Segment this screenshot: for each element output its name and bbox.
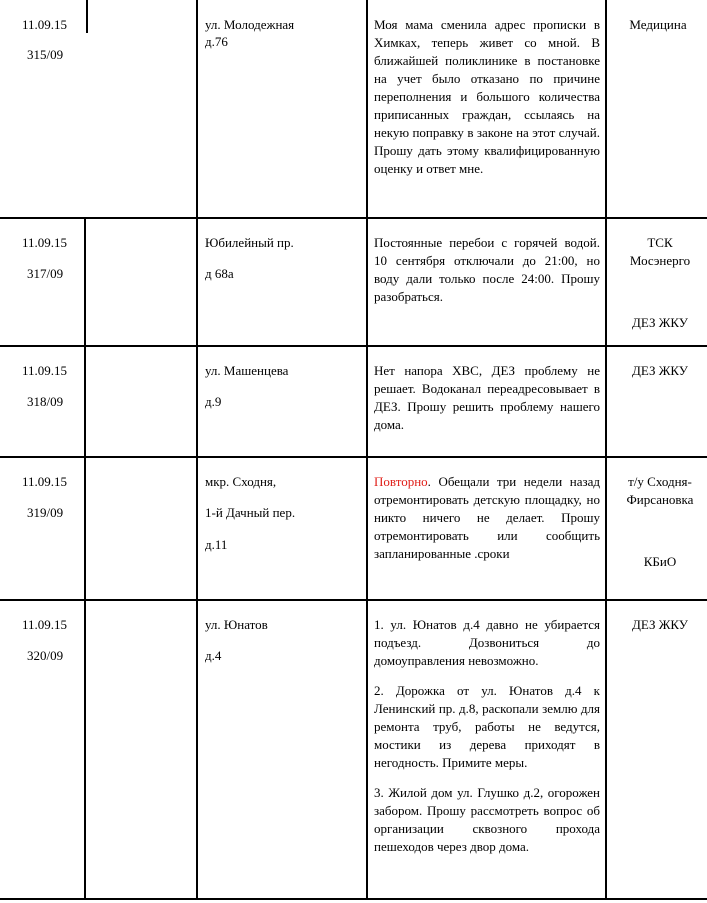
organization-cell: ДЕЗ ЖКУ xyxy=(632,315,688,330)
repeat-marker: Повторно xyxy=(374,474,428,489)
table-border xyxy=(605,0,607,900)
complaint-text: Постоянные перебои с горячей водой. 10 сентября отключали до 21:00, но воду дали только после 24:00. Прошу разобраться. xyxy=(374,235,600,304)
number-cell: 319/09 xyxy=(27,505,64,520)
table-border xyxy=(196,0,198,900)
address-line: д.11 xyxy=(205,537,228,552)
address-line: д 68а xyxy=(205,266,234,281)
complaint-text xyxy=(374,473,600,563)
organization-cell: Медицина xyxy=(629,17,687,32)
complaint-text: Нет напора ХВС, ДЕЗ проблему не решает. Водоканал переадресовывает в ДЕЗ. Прошу решить проблему нашего дома. xyxy=(374,363,600,432)
number-cell: 315/09 xyxy=(27,47,64,62)
complaint-paragraph: 1. ул. Юнатов д.4 давно не убирается подъезд. Дозвониться до домоуправления невозможно. xyxy=(374,617,600,668)
table-border xyxy=(86,0,88,33)
address-line: д.9 xyxy=(205,394,222,409)
table-border xyxy=(0,599,707,601)
number-cell: 320/09 xyxy=(27,648,64,663)
table-border xyxy=(0,898,707,900)
address-line: д.4 xyxy=(205,648,222,663)
date-cell: 11.09.15 xyxy=(22,235,68,250)
table-border xyxy=(0,345,707,347)
address-line: ул. Машенцева xyxy=(205,363,289,378)
address-line: ул. Юнатов xyxy=(205,617,268,632)
organization-cell: КБиО xyxy=(643,554,677,569)
date-cell: 11.09.15 xyxy=(22,617,68,632)
address-line: д.76 xyxy=(205,34,228,49)
date-cell: 11.09.15 xyxy=(22,363,68,378)
address-line: Юбилейный пр. xyxy=(205,235,294,250)
organization-cell: ТСК Мосэнерго xyxy=(629,235,691,268)
number-cell: 318/09 xyxy=(27,394,64,409)
table-border xyxy=(0,456,707,458)
date-cell: 11.09.15 xyxy=(22,17,68,32)
number-cell: 317/09 xyxy=(27,266,64,281)
complaint-text: Моя мама сменила адрес прописки в Химках, теперь живет со мной. В ближайшей поликлинике в постановке на учет было отказано по причине переполнения и большого количества приписанных граждан, ссылаясь на некую поправку в законе на этот случай. Прошу дать этому квалифицированную оценку и ответ мне. xyxy=(374,17,600,176)
complaint-text xyxy=(374,616,600,868)
table-border xyxy=(366,0,368,900)
date-cell: 11.09.15 xyxy=(22,474,68,489)
complaint-paragraph: 2. Дорожка от ул. Юнатов д.4 к Ленинский пр. д.8, раскопали землю для ремонта труб, работы не ведутся, мостики из дерева приходят в негодность. Примите меры. xyxy=(374,683,600,770)
complaint-paragraph: 3. Жилой дом ул. Глушко д.2, огорожен забором. Прошу рассмотреть вопрос об организации сквозного прохода пешеходов через двор дома. xyxy=(374,785,600,854)
organization-cell: т/у Сходня-Фирсановка xyxy=(626,474,694,507)
address-line: ул. Молодежная xyxy=(205,17,295,32)
address-line: 1-й Дачный пер. xyxy=(205,505,296,520)
table-border xyxy=(0,217,707,219)
complaint-body: . Обещали три недели назад отремонтировать детскую площадку, но никто ничего не делает. Прошу отремонтировать или сообщить запланированные .сроки xyxy=(374,474,600,561)
address-line: мкр. Сходня, xyxy=(205,474,277,489)
table-border xyxy=(84,218,86,898)
organization-cell: ДЕЗ ЖКУ xyxy=(632,617,688,632)
organization-cell: ДЕЗ ЖКУ xyxy=(632,363,688,378)
